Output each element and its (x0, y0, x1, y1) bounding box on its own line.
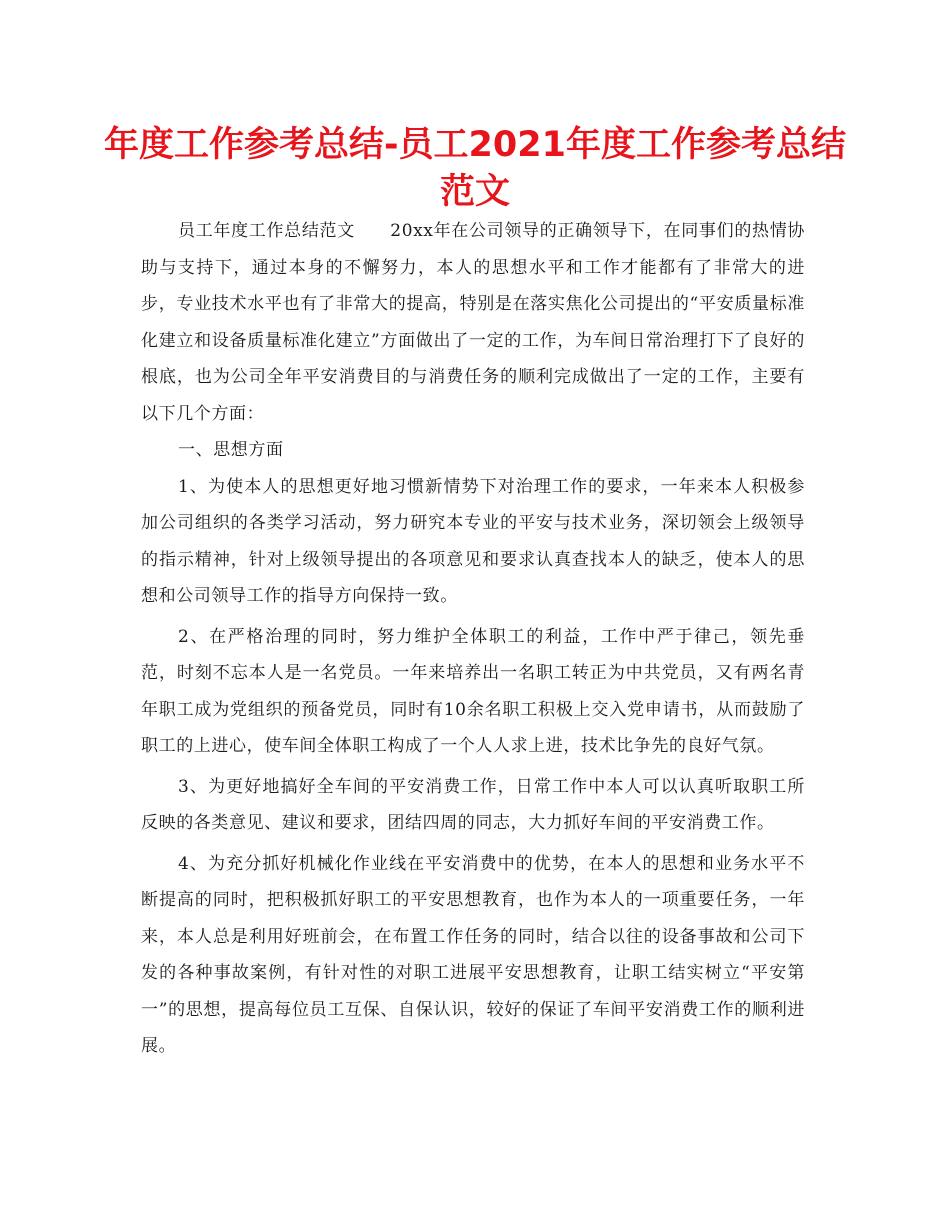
paragraph-item-1: 1、为使本人的思想更好地习惯新情势下对治理工作的要求，一年来本人积极参加公司组织的各类学习活动，努力研究本专业的平安与技术业务，深切领会上级领导的指示精神，针对上级领导提出的各项意见和要求认真查找本人的缺乏，使本人的思想和公司领导工作的指导方向保持一致。 (141, 476, 805, 606)
paragraph-item-2: 2、在严格治理的同时，努力维护全体职工的利益，工作中严于律己，领先垂范，时刻不忘本人是一名党员。一年来培养出一名职工转正为中共党员，又有两名青年职工成为党组织的预备党员，同时有10余名职工积极上交入党申请书，从而鼓励了职工的上进心，使车间全体职工构成了一个人人求上进，技术比争先的良好气氛。 (141, 626, 805, 756)
paragraph-item-4: 4、为充分抓好机械化作业线在平安消费中的优势，在本人的思想和业务水平不断提高的同时，把积极抓好职工的平安思想教育，也作为本人的一项重要任务，一年来，本人总是利用好班前会，在布置工作任务的同时，结合以往的设备事故和公司下发的各种事故案例，有针对性的对职工进展平安思想教育，让职工结实树立“平安第一”的思想，提高每位员工互保、自保认识，较好的保证了车间平安消费工作的顺利进展。 (141, 853, 805, 1056)
paragraph-item-3: 3、为更好地搞好全车间的平安消费工作，日常工作中本人可以认真听取职工所反映的各类意见、建议和要求，团结四周的同志，大力抓好车间的平安消费工作。 (141, 776, 805, 833)
section-heading-thought: 一、思想方面 (178, 440, 284, 460)
paragraph-intro: 员工年度工作总结范文 20xx年在公司领导的正确领导下，在同事们的热情协助与支持下，通过本身的不懈努力，本人的思想水平和工作才能都有了非常大的进步，专业技术水平也有了非常大的提高，特别是在落实焦化公司提出的“平安质量标准化建立和设备质量标准化建立”方面做出了一定的工作，为车间日常治理打下了良好的根底，也为公司全年平安消费目的与消费任务的顺利完成做出了一定的工作，主要有以下几个方面： (141, 221, 805, 424)
document-body (141, 213, 805, 1065)
document-title-line2: 范文 (439, 172, 510, 212)
document-title-line1: 年度工作参考总结-员工2021年度工作参考总结 (104, 125, 846, 165)
